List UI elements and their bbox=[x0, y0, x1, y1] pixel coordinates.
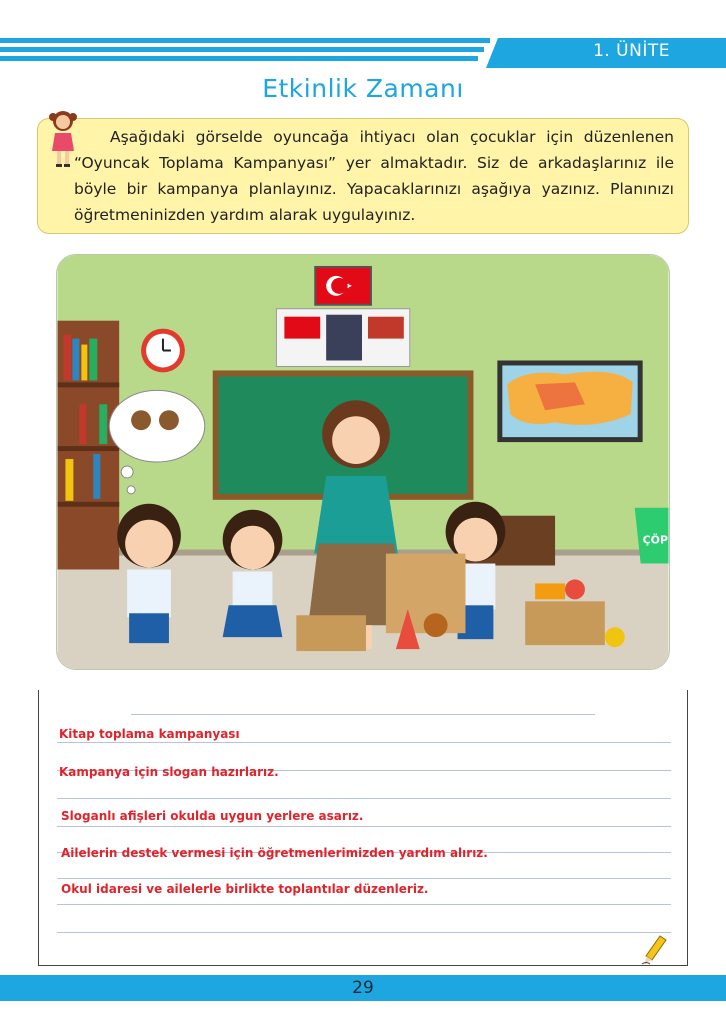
flag-icon bbox=[315, 267, 371, 305]
answer-area[interactable] bbox=[38, 690, 688, 966]
answer-line-2: Kampanya için slogan hazırlarız. bbox=[59, 765, 279, 779]
page-title: Etkinlik Zamanı bbox=[262, 74, 464, 103]
unit-label: 1. ÜNİTE bbox=[593, 41, 670, 61]
clock-icon bbox=[141, 329, 185, 373]
pencil-icon bbox=[640, 934, 670, 966]
answer-line-1: Kitap toplama kampanyası bbox=[59, 727, 240, 741]
classroom-illustration bbox=[56, 254, 670, 670]
instruction-text: Aşağıdaki görselde oyuncağa ihtiyacı olan çocuklar için düzenlenen “Oyuncak Toplama Kampanyası” yer almaktadır. Siz de arkadaşlarınız ile böyle bir kampanya planlayınız. Yapacaklarınızı aşağıya yazınız. Planınızı öğretmeninizden yardım alarak uygulayınız. bbox=[74, 128, 674, 224]
trash-label: ÇÖP bbox=[642, 533, 668, 547]
answer-line-5: Okul idaresi ve ailelerle birlikte toplantılar düzenleriz. bbox=[61, 882, 429, 896]
instruction-box bbox=[37, 118, 689, 234]
answer-line-3: Sloganlı afişleri okulda uygun yerlere asarız. bbox=[61, 809, 364, 823]
answer-line-4: Ailelerin destek vermesi için öğretmenlerimizden yardım alırız. bbox=[61, 846, 488, 860]
page-number: 29 bbox=[352, 978, 374, 998]
